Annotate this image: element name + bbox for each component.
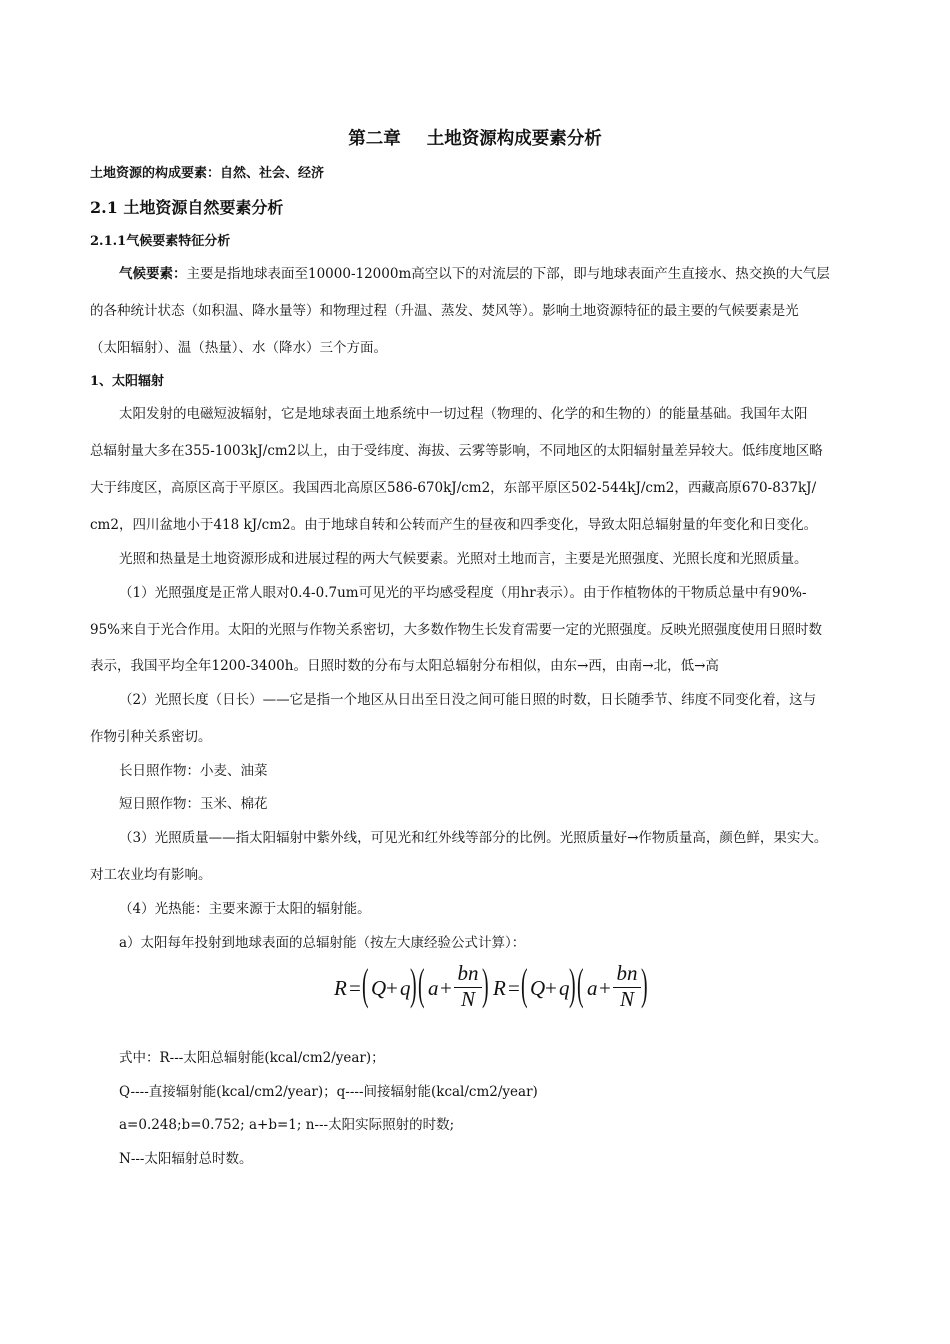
formula-symbol: a [587, 976, 598, 1000]
formula-symbol: q [559, 976, 570, 1000]
formula-paren: ) [482, 960, 489, 1009]
formula-numerator: bn [457, 961, 479, 985]
intro-line: 土地资源的构成要素：自然、社会、经济 [90, 166, 325, 181]
body-line: 对工农业均有影响。 [90, 867, 212, 883]
formula-paren: ( [577, 960, 584, 1009]
body-line: cm2，四川盆地小于418 kJ/cm2。由于地球自转和公转而产生的昼夜和四季变化，导致太阳总辐射量的年变化和日变化。 [90, 517, 818, 533]
formula-paren: ( [521, 960, 528, 1009]
body-line: 光照和热量是土地资源形成和进展过程的两大气候要素。光照对土地而言，主要是光照强度、光照长度和光照质量。 [119, 551, 808, 567]
subsection-heading: 2.1.1气候要素特征分析 [90, 234, 231, 249]
definition-line: N---太阳辐射总时数。 [119, 1151, 253, 1167]
formula-symbol: = [508, 976, 520, 1000]
definition-line: 式中：R---太阳总辐射能(kcal/cm2/year)； [119, 1050, 385, 1066]
body-line: （3）光照质量——指太阳辐射中紫外线，可见光和红外线等部分的比例。光照质量好→作物质量高，颜色鲜，果实大。 [119, 830, 828, 846]
body-line: （4）光热能：主要来源于太阳的辐射能。 [119, 901, 371, 917]
formula-symbol: R [493, 976, 506, 1000]
definition-line: Q----直接辐射能(kcal/cm2/year)；q----间接辐射能(kcal/cm2/year) [119, 1084, 538, 1100]
formula-symbol: Q [530, 976, 546, 1000]
formula-denominator: N [619, 987, 634, 1011]
body-line: 表示，我国平均全年1200-3400h。日照时数的分布与太阳总辐射分布相似，由东→西，由南→北，低→高 [90, 658, 719, 674]
formula-paren: ) [569, 960, 576, 1009]
solar-heading: 1、太阳辐射 [90, 374, 165, 389]
section-heading: 2.1 土地资源自然要素分析 [90, 198, 284, 217]
body-line: 大于纬度区，高原区高于平原区。我国西北高原区586-670kJ/cm2，东部平原区502-544kJ/cm2，西藏高原670-837kJ/ [90, 480, 817, 496]
formula-symbol: + [386, 976, 398, 1000]
formula-symbol: a [428, 976, 439, 1000]
body-line: 长日照作物：小麦、油菜 [119, 763, 268, 779]
formula-denominator: N [460, 987, 475, 1011]
body-line: 总辐射量大多在355-1003kJ/cm2以上，由于受纬度、海拔、云雾等影响，不同地区的太阳辐射量差异较大。低纬度地区略 [90, 443, 823, 459]
formula-symbol: q [400, 976, 411, 1000]
formula-paren: ) [641, 960, 648, 1009]
climate-term: 气候要素： [119, 266, 187, 282]
formula-symbol: + [440, 976, 452, 1000]
body-line: 短日照作物：玉米、棉花 [119, 796, 268, 812]
formula-paren: ( [362, 960, 369, 1009]
chapter-name: 土地资源构成要素分析 [426, 129, 602, 149]
radiation-formula [330, 958, 660, 1018]
body-line: 95%来自于光合作用。太阳的光照与作物关系密切，大多数作物生长发育需要一定的光照强度。反映光照强度使用日照时数 [90, 622, 823, 638]
climate-paragraph-line [119, 264, 830, 284]
formula-symbol: = [349, 976, 361, 1000]
formula-paren: ( [418, 960, 425, 1009]
formula-numerator: bn [616, 961, 638, 985]
formula-symbol: Q [371, 976, 387, 1000]
climate-text: 主要是指地球表面至10000-12000m高空以下的对流层的下部，即与地球表面产生直接水、热交换的大气层 [186, 266, 830, 282]
body-line: 作物引种关系密切。 [90, 729, 212, 745]
body-line: （1）光照强度是正常人眼对0.4-0.7um可见光的平均感受程度（用hr表示）。由于作植物体的干物质总量中有90%- [119, 585, 807, 601]
formula-symbol: + [545, 976, 557, 1000]
definition-line: a=0.248;b=0.752; a+b=1; n---太阳实际照射的时数; [119, 1117, 455, 1133]
climate-paragraph-line: 的各种统计状态（如积温、降水量等）和物理过程（升温、蒸发、焚风等）。影响土地资源特征的最主要的气候要素是光 [90, 303, 799, 319]
formula-symbol: R [334, 976, 347, 1000]
formula-symbol: + [599, 976, 611, 1000]
formula-paren: ) [410, 960, 417, 1009]
body-line: a）太阳每年投射到地球表面的总辐射能（按左大康经验公式计算）： [119, 935, 526, 951]
chapter-label: 第二章 [348, 129, 401, 149]
body-line: 太阳发射的电磁短波辐射，它是地球表面土地系统中一切过程（物理的、化学的和生物的）的能量基础。我国年太阳 [119, 406, 808, 422]
body-line: （2）光照长度（日长）——它是指一个地区从日出至日没之间可能日照的时数，日长随季节、纬度不同变化着，这与 [119, 692, 817, 708]
climate-paragraph-line: （太阳辐射）、温（热量）、水（降水）三个方面。 [90, 340, 387, 356]
chapter-title [0, 129, 950, 149]
